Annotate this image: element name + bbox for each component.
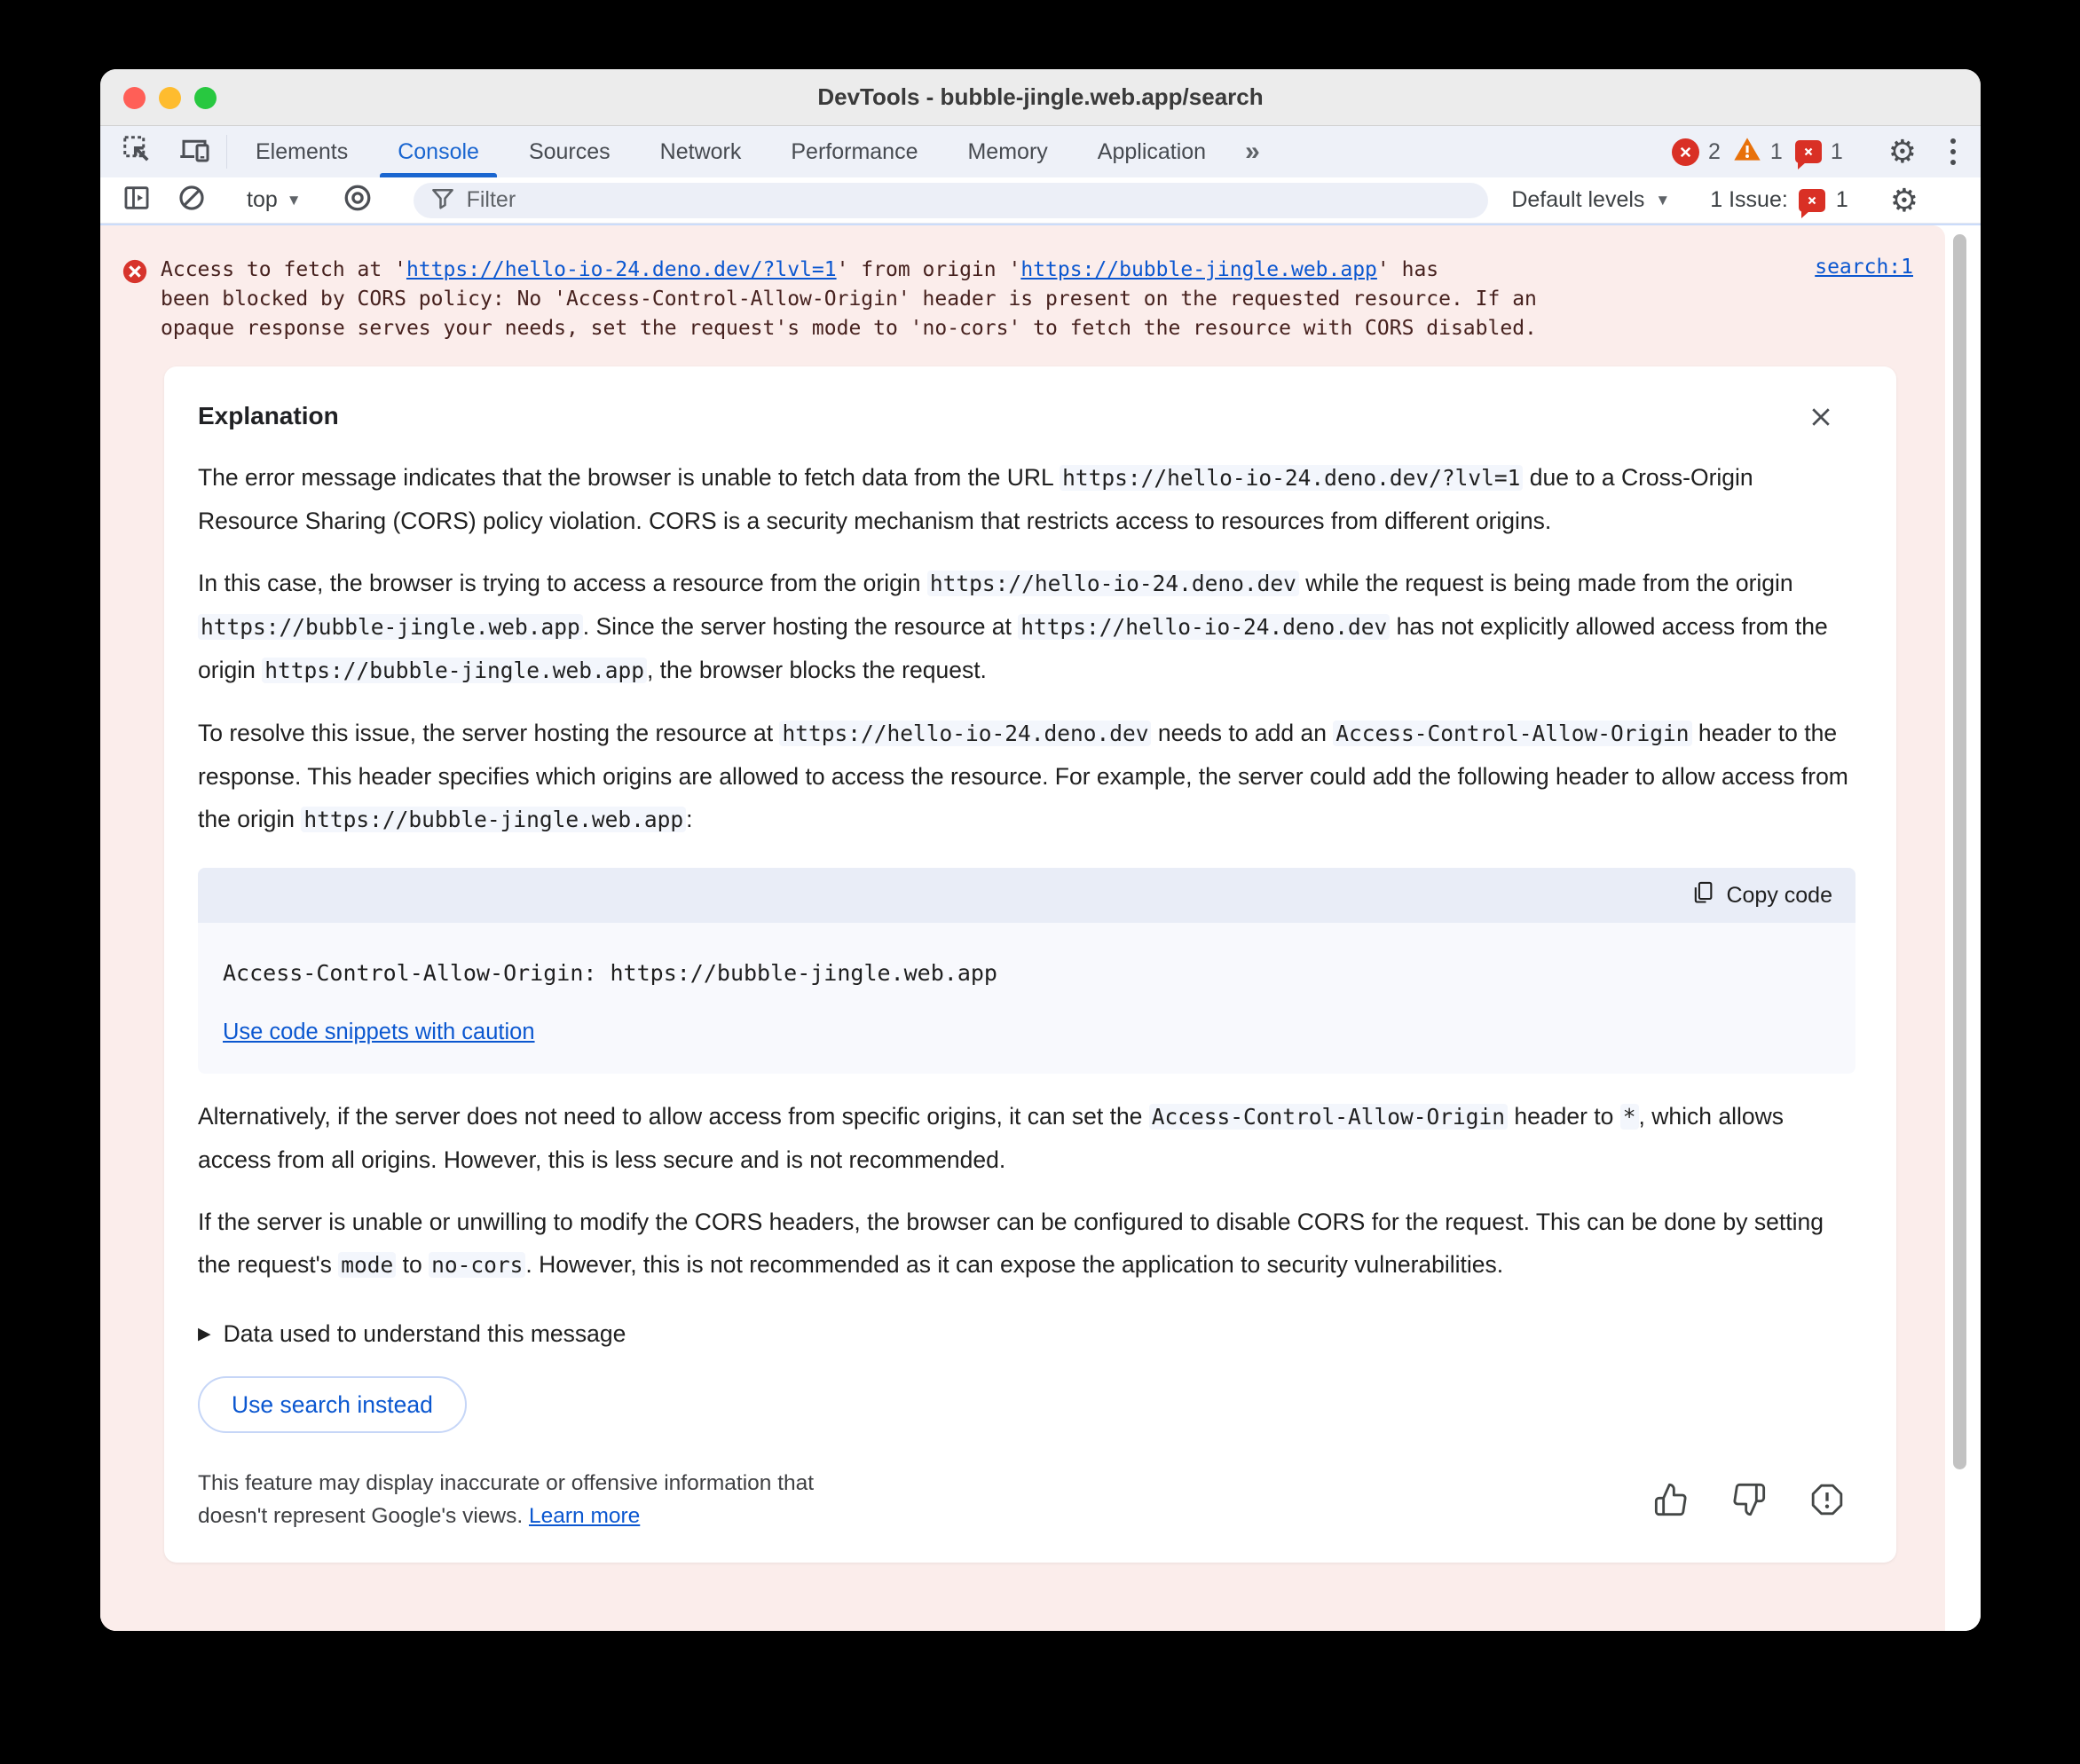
scrollbar-thumb[interactable] bbox=[1953, 234, 1966, 1469]
thumbs-down-icon bbox=[1731, 1482, 1767, 1517]
code-block bbox=[198, 868, 1855, 1074]
inline-code: mode bbox=[338, 1252, 396, 1278]
window-title: DevTools - bubble-jingle.web.app/search bbox=[817, 83, 1264, 110]
tab-elements[interactable]: Elements bbox=[256, 138, 349, 164]
learn-more-link[interactable]: Learn more bbox=[528, 1504, 641, 1528]
code-snippet: Access-Control-Allow-Origin: https://bubble-jingle.web.app bbox=[223, 960, 997, 986]
clear-console-button[interactable] bbox=[168, 183, 216, 217]
explanation-paragraph: To resolve this issue, the server hosting the resource at https://hello-io-24.deno.dev needs to add an Access-Control-Allow-Origin header to the response. This header specifies which origins are allowed to access the resource. For example, the server could add the following header to allow access from the origin https://bubble-jingle.web.app : bbox=[198, 720, 1848, 832]
warning-triangle-icon bbox=[1733, 136, 1761, 169]
console-messages-area bbox=[100, 224, 1981, 1631]
tab-performance[interactable]: Performance bbox=[791, 138, 918, 164]
close-window-button[interactable] bbox=[123, 87, 146, 109]
toggle-device-toolbar-button[interactable] bbox=[166, 126, 223, 177]
context-selector[interactable]: top ▼ bbox=[247, 187, 302, 212]
chevron-double-right-icon: » bbox=[1245, 137, 1257, 166]
devtools-tab-bar bbox=[100, 126, 1981, 177]
explanation-title: Explanation bbox=[198, 402, 339, 429]
issues-count: 1 bbox=[1830, 138, 1843, 164]
ai-disclaimer: This feature may display inaccurate or offensive information that doesn't represent Google's views. Learn more bbox=[198, 1471, 815, 1528]
filter-field[interactable] bbox=[414, 183, 1489, 218]
inline-code: https://bubble-jingle.web.app bbox=[301, 807, 686, 832]
inline-code: https://hello-io-24.deno.dev/?lvl=1 bbox=[1060, 465, 1523, 491]
console-settings-button[interactable] bbox=[1881, 181, 1927, 218]
inline-code: https://bubble-jingle.web.app bbox=[262, 658, 647, 683]
settings-button[interactable] bbox=[1876, 133, 1929, 169]
thumbs-down-button[interactable] bbox=[1731, 1482, 1767, 1517]
console-sidebar-button[interactable] bbox=[113, 183, 161, 217]
live-expression-button[interactable] bbox=[333, 182, 382, 218]
kebab-menu-icon bbox=[1950, 138, 1956, 144]
thumbs-up-button[interactable] bbox=[1653, 1482, 1689, 1517]
inspect-cursor-icon bbox=[122, 134, 154, 170]
ai-explanation-card bbox=[164, 366, 1896, 1563]
inline-code: https://hello-io-24.deno.dev bbox=[1018, 614, 1390, 640]
divider bbox=[226, 135, 227, 169]
filter-funnel-icon bbox=[429, 185, 456, 216]
more-tabs-button[interactable] bbox=[1231, 126, 1272, 177]
gear-icon: ⚙ bbox=[1889, 181, 1918, 218]
issues-bubble-icon bbox=[1795, 140, 1822, 163]
clear-console-icon bbox=[177, 183, 207, 217]
report-issue-button[interactable] bbox=[1809, 1482, 1845, 1517]
explanation-paragraph: The error message indicates that the browser is unable to fetch data from the URL https://hello-io-24.deno.dev/?lvl=1 due to a Cross-Origin Resource Sharing (CORS) policy violation. CORS is a security mechanism that restricts access to resources from different origins. bbox=[198, 464, 1753, 534]
device-toolbar-icon bbox=[178, 134, 210, 170]
zoom-window-button[interactable] bbox=[194, 87, 217, 109]
warning-count: 1 bbox=[1769, 138, 1783, 164]
eye-icon bbox=[342, 182, 374, 218]
data-used-disclosure[interactable]: ▶ Data used to understand this message bbox=[198, 1320, 626, 1347]
gear-icon: ⚙ bbox=[1887, 133, 1917, 169]
console-sidebar-icon bbox=[122, 183, 152, 217]
disclosure-triangle-icon: ▶ bbox=[198, 1325, 211, 1343]
issues-counter-toolbar[interactable]: 1 Issue: 1 bbox=[1710, 187, 1848, 212]
tab-console[interactable]: Console bbox=[373, 126, 504, 177]
inline-code: https://hello-io-24.deno.dev bbox=[779, 721, 1151, 746]
code-caution-link[interactable]: Use code snippets with caution bbox=[223, 1020, 535, 1044]
url-link[interactable]: https://hello-io-24.deno.dev/?lvl=1 bbox=[406, 258, 837, 281]
devtools-window bbox=[100, 69, 1981, 1631]
tab-application[interactable]: Application bbox=[1097, 138, 1207, 164]
thumbs-up-icon bbox=[1653, 1482, 1689, 1517]
inline-code: Access-Control-Allow-Origin bbox=[1333, 721, 1691, 746]
copy-code-button[interactable]: Copy code bbox=[1690, 880, 1832, 911]
explanation-paragraph: In this case, the browser is trying to access a resource from the origin https://hello-io-24.deno.dev while the request is being made from the origin https://bubble-jingle.web.app . Since the server hosting the resource at https://hello-io-24.deno.dev has not explicitly allowed access from the origin https://bubble-jingle.web.app , the browser blocks the request. bbox=[198, 570, 1828, 683]
console-error-region bbox=[100, 225, 1945, 1631]
tab-memory[interactable]: Memory bbox=[967, 138, 1048, 164]
filter-input[interactable] bbox=[467, 187, 1473, 213]
explanation-paragraph: If the server is unable or unwilling to modify the CORS headers, the browser can be configured to disable CORS for the request. This can be done by setting the request's mode to no-cors . However, this is not recommended as it can expose the application to security vulnerabilities. bbox=[198, 1209, 1824, 1278]
traffic-lights bbox=[123, 87, 217, 109]
titlebar bbox=[100, 69, 1981, 126]
tab-network[interactable]: Network bbox=[659, 138, 742, 164]
error-counter[interactable] bbox=[1672, 138, 1721, 166]
source-location-link[interactable]: search:1 bbox=[1815, 256, 1913, 279]
console-error-message-row bbox=[100, 225, 1945, 343]
url-link[interactable]: https://bubble-jingle.web.app bbox=[1020, 258, 1377, 281]
inline-code: Access-Control-Allow-Origin bbox=[1149, 1104, 1508, 1130]
copy-icon bbox=[1690, 880, 1715, 911]
issues-counter[interactable] bbox=[1795, 139, 1843, 165]
console-error-message: Access to fetch at 'https://hello-io-24.deno.dev/?lvl=1' from origin 'https://bubble-jingle.web.app' has been blocked by CORS policy: No 'Access-Control-Allow-Origin' header is present on the requested resource. If an opaque response serves your needs, set the request's mode to 'no-cors' to fetch the resource with CORS disabled. bbox=[161, 258, 1537, 340]
chevron-down-icon: ▼ bbox=[286, 191, 302, 209]
inline-code: no-cors bbox=[429, 1252, 525, 1278]
error-count: 2 bbox=[1708, 138, 1721, 164]
use-search-instead-button[interactable]: Use search instead bbox=[198, 1376, 467, 1433]
minimize-window-button[interactable] bbox=[159, 87, 181, 109]
inline-code: https://hello-io-24.deno.dev bbox=[927, 571, 1299, 596]
chevron-down-icon: ▼ bbox=[1655, 191, 1671, 209]
error-circle-icon bbox=[122, 258, 148, 289]
scrollbar-track[interactable] bbox=[1945, 225, 1981, 1631]
console-toolbar bbox=[100, 177, 1981, 224]
warning-counter[interactable] bbox=[1733, 136, 1783, 169]
error-circle-icon bbox=[1672, 138, 1699, 166]
close-explanation-button[interactable] bbox=[1808, 404, 1834, 435]
explanation-paragraph: Alternatively, if the server does not need to allow access from specific origins, it can set the Access-Control-Allow-Origin header to * , which allows access from all origins. However, this is less secure and is not recommended. bbox=[198, 1103, 1785, 1173]
close-icon bbox=[1808, 419, 1834, 434]
tab-sources[interactable]: Sources bbox=[528, 138, 611, 164]
code-block-body bbox=[198, 923, 1855, 1074]
report-octagon-icon bbox=[1809, 1482, 1845, 1517]
log-levels-selector[interactable]: Default levels ▼ bbox=[1511, 187, 1671, 212]
issues-bubble-icon bbox=[1799, 189, 1825, 212]
inspect-element-button[interactable] bbox=[109, 126, 166, 177]
inline-code: https://bubble-jingle.web.app bbox=[198, 614, 583, 640]
main-menu-button[interactable] bbox=[1942, 138, 1965, 165]
code-block-header bbox=[198, 868, 1855, 923]
inline-code: * bbox=[1620, 1104, 1639, 1130]
